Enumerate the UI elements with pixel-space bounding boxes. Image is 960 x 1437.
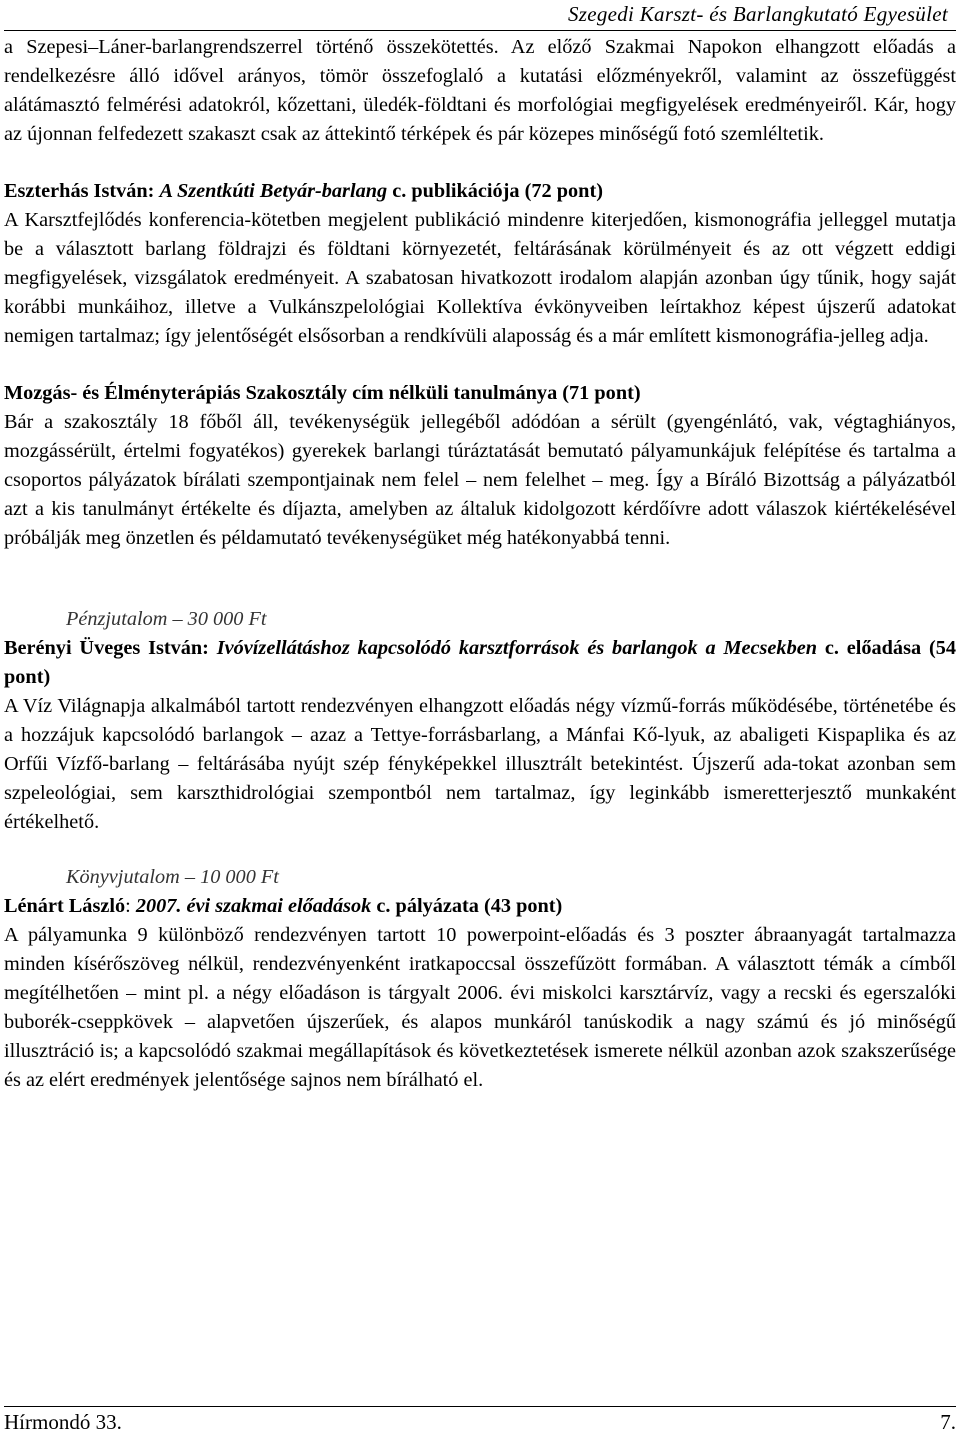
intro-paragraph: a Szepesi–Láner-barlangrendszerrel történő összekötettés. Az előző Szakmai Napokon elhangzott előadás a rendelkezésre álló idővel arányos, tömör összefoglaló a kutatási előzményekről, valamint az összefüggést alátámasztó felmérési adatokról, kőzettani, üledék-földtani és morfológiai megfigyelések eredményeiről. Kár, hogy az újonnan felfedezett szakaszt csak az áttekintő térképek és pár közepes minőségű fotó szemléltetik. xyxy=(4,36,956,145)
page-header xyxy=(4,0,956,31)
entry-suffix: c. előadása (54 pont) xyxy=(4,637,956,688)
entry-title: Ivóvízellátáshoz kapcsolódó karsztforrások és barlangok a Mecsekben xyxy=(216,637,817,659)
page-footer xyxy=(4,1406,956,1437)
entry-colon: : xyxy=(125,895,136,917)
entry-heading xyxy=(4,892,956,921)
entry-suffix: c. publikációja (72 pont) xyxy=(387,180,603,202)
entry-author: Eszterhás István: xyxy=(4,180,160,202)
entry-title: 2007. évi szakmai előadások xyxy=(135,895,372,917)
entry-body: A Karsztfejlődés konferencia-kötetben megjelent publikáció mindenre kiterjedően, kismonográfia jelleggel mutatja be a választott barlang földrajzi és földtani környezetét, feltárásának körülményeit és az ott végzett eddigi megfigyelések, vizsgálatok eredményeit. A szabatosan hivatkozott irodalom alapján azonban úgy tűnik, hogy saját korábbi munkáihoz, illetve a Vulkánszpelológiai Kollektíva évkönyveiben leírtakhoz képest újszerű adatokat nemigen tartalmaz; így jelentőségét elsősorban a rendkívüli alaposság és a már említett kismonográfia-jelleg adja. xyxy=(4,209,956,347)
page-number: 7. xyxy=(940,1410,956,1434)
entry-body: A Víz Világnapja alkalmából tartott rendezvényen elhangzott előadás négy vízmű-forrás működésébe, történetébe és a hozzájuk kapcsolódó barlangok – azaz a Tettye-forrásbarlang, a Mánfai Kő-lyuk, az abaligeti Kispaplika és az Orfűi Vízfő-barlang – feltárásába nyújt szép fényképekkel illusztrált betekintést. Újszerű ada-tokat azonban sem szpeleológiai, sem karszthidrológiai szempontból nem tartalmaz, így leginkább ismeretterjesztő munkaként értékelhető. xyxy=(4,695,956,833)
entry-suffix: c. pályázata (43 pont) xyxy=(371,895,563,917)
entry-author: Lénárt László xyxy=(4,895,126,917)
award-label: Pénzjutalom – 30 000 Ft xyxy=(66,608,267,630)
header-title: Szegedi Karszt- és Barlangkutató Egyesület xyxy=(567,2,948,26)
page-content xyxy=(4,33,956,1095)
entry-heading xyxy=(4,177,956,206)
award-label: Könyvjutalom – 10 000 Ft xyxy=(66,866,279,888)
entry-heading: Mozgás- és Élményterápiás Szakosztály cím nélküli tanulmánya (71 pont) xyxy=(4,382,641,404)
entry-body: Bár a szakosztály 18 főből áll, tevékenységük jellegéből adódóan a sérült (gyengénlátó, vak, végtaghiányos, mozgássérült, értelmi fogyatékos) gyerekek barlangi túráztatását bemutató pályamunkájuk felépítése és tartalma a csoportos pályázatok bírálati szempontjainak nem felel – nem felelhet – meg. Így a Bíráló Bizottság a pályázatból azt a kis tanulmányt értékelte és díjazta, amelyben az általuk kidolgozott kérdőívre adott válaszok kiértékelésével próbálják meg önzetlen és példamutató tevékenységüket még hatékonyabbá tenni. xyxy=(4,411,956,549)
publication-issue: Hírmondó 33. xyxy=(4,1410,122,1434)
entry-body: A pályamunka 9 különböző rendezvényen tartott 10 powerpoint-előadás és 3 poszter ábraanyagát tartalmazza minden kísérőszöveg nélkül, rendezvényenként iratkapoccsal összefűzött formában. A választott témák a címből megítélhetően – mint pl. a négy előadáson is tárgyalt 2006. évi miskolci karsztárvíz, vagy a recski és egerszalóki buborék-cseppkövek – alapvetően újszerűek, és alapos munkáról tanúskodik a nagy számú és jó minőségű illusztráció is; a kapcsolódó szakmai megállapítások és következtetések ismerete nélkül azonban azok szakszerűsége és az elért eredmények jelentősége sajnos nem bírálható el. xyxy=(4,924,956,1091)
entry-title: A Szentkúti Betyár-barlang xyxy=(159,180,388,202)
entry-heading xyxy=(4,634,956,692)
entry-author: Berényi Üveges István: xyxy=(4,637,217,659)
